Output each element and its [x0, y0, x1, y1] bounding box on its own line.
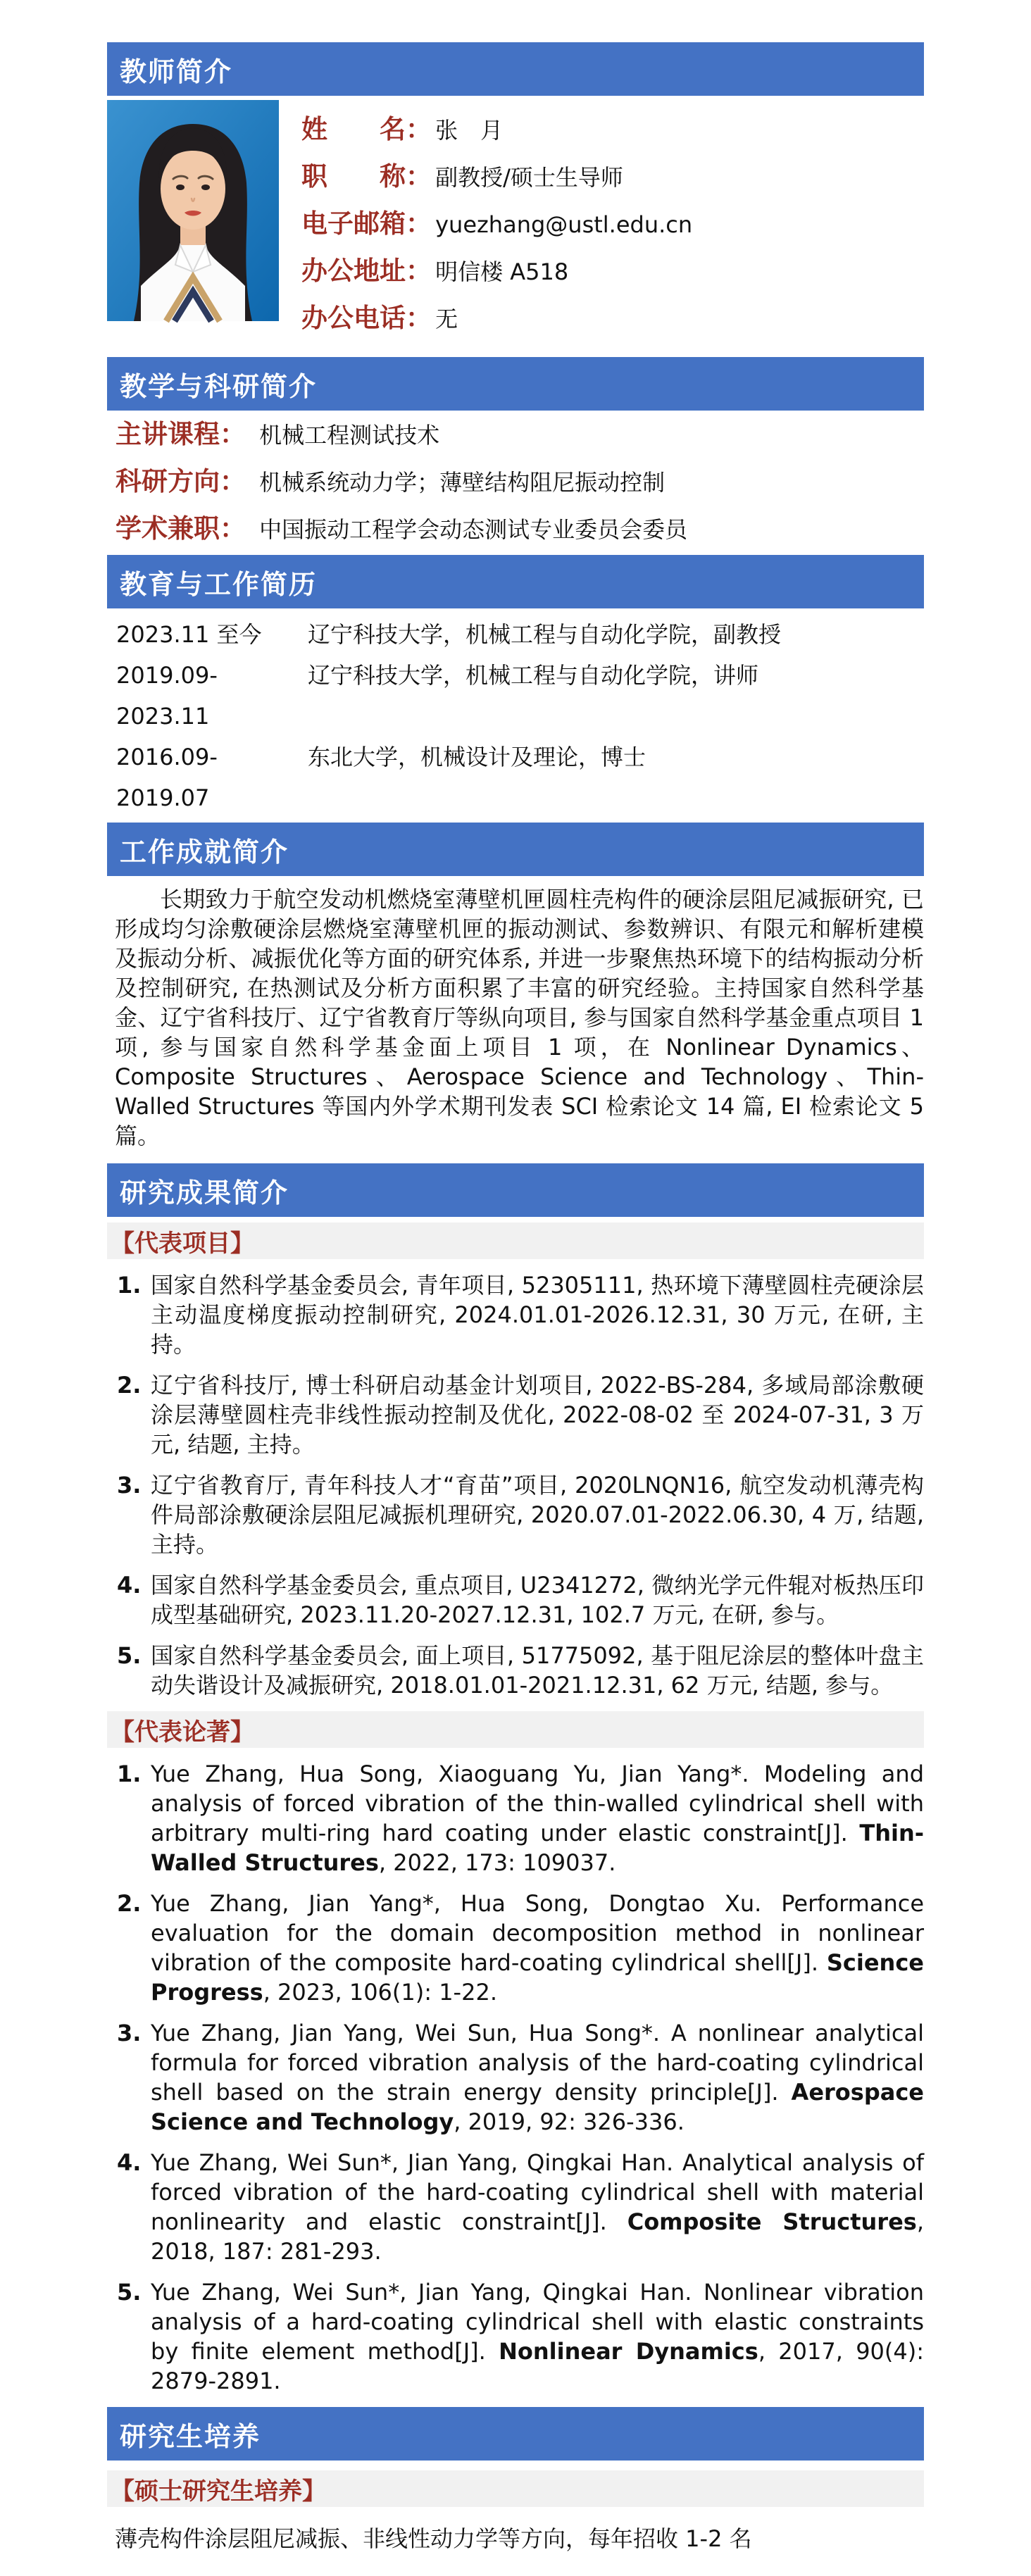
field-label-name: 姓 名：	[301, 114, 432, 144]
teaching-row-courses	[115, 413, 924, 461]
career-row	[116, 737, 924, 818]
subheader-representative-projects	[107, 1223, 924, 1259]
subheader-representative-publications-label: 【代表论著】	[111, 1718, 254, 1746]
publication-journal: Aerospace Science and Technology	[151, 2079, 924, 2135]
career-period: 2019.09-2023.11	[116, 662, 218, 730]
section-title-achievements: 工作成就简介	[120, 836, 289, 868]
field-value-email: yuezhang@ustl.edu.cn	[435, 211, 693, 238]
field-row-office	[301, 250, 924, 297]
publication-item	[107, 2018, 924, 2137]
project-text: 国家自然科学基金委员会, 青年项目, 52305111, 热环境下薄壁圆柱壳硬涂层主动温度梯度振动控制研究, 2024.01.01-2026.12.31, 30 万元, 在研, 主持。	[151, 1272, 924, 1358]
project-number: 2.	[117, 1372, 142, 1399]
project-text: 辽宁省科技厅, 博士科研启动基金计划项目, 2022-BS-284, 多域局部涂敷硬涂层薄壁圆柱壳非线性振动控制及优化, 2022-08-02 至 2024-07-31, 3 万元, 结题, 主持。	[151, 1372, 924, 1458]
teaching-label-courses: 主讲课程：	[115, 419, 246, 449]
field-label-email: 电子邮箱：	[301, 208, 432, 239]
section-band-graduate-training	[107, 2407, 924, 2461]
field-label-title: 职 称：	[301, 161, 432, 192]
achievements-paragraph: 长期致力于航空发动机燃烧室薄壁机匣圆柱壳构件的硬涂层阻尼减振研究, 已形成均匀涂敷硬涂层燃烧室薄壁机匣的振动测试、参数辨识、有限元和解析建模及振动分析、减振优化等方面的研究体系, 并进一步聚焦热环境下的结构振动分析及控制研究, 在热测试及分析方面积累了丰富的研究经验。主持国家自然科学基金、辽宁省科技厅、辽宁省教育厅等纵向项目, 参与国家自然科学基金重点项目 1 项, 参与国家自然科学基金面上项目 1 项，在 Nonlinear Dynamics、Composite Structures、Aerospace Science and Technology、Thin-Walled Structures 等国内外学术期刊发表 SCI 检索论文 14 篇, EI 检索论文 5 篇。	[115, 886, 924, 1149]
profile-fields	[301, 100, 924, 344]
field-label-office: 办公地址：	[301, 256, 432, 286]
teaching-value-courses: 机械工程测试技术	[259, 422, 440, 449]
teaching-row-academic-posts	[115, 508, 924, 555]
field-value-phone: 无	[435, 306, 458, 332]
project-item	[107, 1270, 924, 1359]
teaching-label-academic-posts: 学术兼职：	[115, 513, 246, 544]
project-item	[107, 1370, 924, 1459]
publication-item	[107, 1889, 924, 2007]
career-list	[107, 608, 924, 818]
project-text: 国家自然科学基金委员会, 面上项目, 51775092, 基于阻尼涂层的整体叶盘主动失谐设计及减振研究, 2018.01.01-2021.12.31, 62 万元, 结题, 参与。	[151, 1642, 924, 1699]
project-number: 4.	[117, 1572, 142, 1599]
publication-text-pre: Yue Zhang, Hua Song, Xiaoguang Yu, Jian Yang*. Modeling and analysis of forced vibration of the thin-walled cylindrical shell with arbitrary multi-ring hard coating under elastic constraint[J].	[151, 1761, 924, 1846]
field-row-name	[301, 108, 924, 156]
publication-journal: Nonlinear Dynamics	[499, 2338, 758, 2365]
project-item	[107, 1641, 924, 1700]
subheader-representative-publications	[107, 1711, 924, 1748]
section-title-graduate-training: 研究生培养	[120, 2420, 261, 2452]
publication-journal: Composite Structures	[627, 2208, 917, 2235]
publication-number: 3.	[117, 2020, 142, 2046]
portrait-illustration	[107, 100, 279, 321]
publication-text-post: , 2017, 90(4): 2879-2891.	[151, 2338, 925, 2394]
field-value-name: 张 月	[435, 117, 504, 144]
section-band-research-results	[107, 1163, 924, 1217]
teaching-value-research-direction: 机械系统动力学；薄壁结构阻尼振动控制	[259, 469, 666, 496]
publication-text-pre: Yue Zhang, Jian Yang*, Hua Song, Dongtao Xu. Performance evaluation for the domain decomposition method in nonlinear vibration of the composite hard-coating cylindrical shell[J].	[151, 1890, 924, 1976]
publications-list	[107, 1759, 924, 2396]
subheader-representative-projects-label: 【代表项目】	[111, 1229, 254, 1258]
field-row-phone	[301, 297, 924, 344]
publication-text-pre: Yue Zhang, Wei Sun*, Jian Yang, Qingkai Han. Analytical analysis of forced vibration of the hard-coating cylindrical shell with material nonlinearity and elastic constraint[J].	[151, 2149, 924, 2235]
career-period: 2016.09-2019.07	[116, 744, 218, 811]
content-column	[107, 0, 924, 2576]
publication-item	[107, 2148, 924, 2266]
publication-item	[107, 2277, 924, 2396]
career-desc: 辽宁科技大学，机械工程与自动化学院，副教授	[308, 621, 782, 648]
publication-item	[107, 1759, 924, 1877]
profile-photo	[107, 100, 279, 321]
field-row-email	[301, 203, 924, 250]
section-band-career	[107, 555, 924, 608]
career-row	[116, 614, 924, 655]
publication-journal: Thin-Walled Structures	[151, 1820, 924, 1876]
publication-number: 1.	[117, 1761, 142, 1787]
publication-text-post: , 2023, 106(1): 1-22.	[263, 1979, 497, 2006]
project-number: 3.	[117, 1472, 142, 1499]
section-band-teacher-intro	[107, 42, 924, 96]
section-title-career: 教育与工作简历	[120, 568, 318, 600]
project-item	[107, 1570, 924, 1630]
subheader-master-training-label: 【硕士研究生培养】	[111, 2477, 326, 2506]
publication-text-pre: Yue Zhang, Wei Sun*, Jian Yang, Qingkai Han. Nonlinear vibration analysis of a hard-coating cylindrical shell with elastic constraints by finite element method[J].	[151, 2279, 924, 2365]
project-text: 国家自然科学基金委员会, 重点项目, U2341272, 微纳光学元件辊对板热压印成型基础研究, 2023.11.20-2027.12.31, 102.7 万元, 在研, 参与。	[151, 1572, 924, 1628]
teaching-fields	[107, 411, 924, 555]
publication-number: 2.	[117, 1890, 142, 1917]
field-value-title: 副教授/硕士生导师	[435, 164, 623, 191]
publication-text-post: , 2022, 173: 109037.	[378, 1849, 616, 1876]
publication-number: 4.	[117, 2149, 142, 2176]
publication-text-pre: Yue Zhang, Jian Yang, Wei Sun, Hua Song*. A nonlinear analytical formula for forced vibration analysis of the hard-coating cylindrical shell based on the strain energy density principle[J].	[151, 2020, 924, 2106]
project-number: 5.	[117, 1642, 142, 1669]
graduate-training-note: 薄壳构件涂层阻尼减振、非线性动力学等方向，每年招收 1-2 名	[115, 2525, 752, 2552]
section-title-research-results: 研究成果简介	[120, 1177, 289, 1208]
career-desc: 辽宁科技大学，机械工程与自动化学院，讲师	[308, 662, 759, 689]
publication-text-post: , 2019, 92: 326-336.	[454, 2108, 685, 2135]
career-row	[116, 655, 924, 737]
section-band-teaching-research	[107, 357, 924, 411]
subheader-master-training	[107, 2470, 924, 2507]
project-item	[107, 1470, 924, 1559]
project-text: 辽宁省教育厅, 青年科技人才“育苗”项目, 2020LNQN16, 航空发动机薄壳构件局部涂敷硬涂层阻尼减振机理研究, 2020.07.01-2022.06.30, 4 万, 结题, 主持。	[151, 1472, 924, 1558]
profile-row	[107, 100, 924, 344]
projects-list	[107, 1270, 924, 1700]
publication-text-post: , 2018, 187: 281-293.	[151, 2208, 925, 2265]
section-band-achievements	[107, 823, 924, 876]
field-value-office: 明信楼 A518	[435, 258, 569, 285]
publication-journal: Science Progress	[151, 1949, 924, 2006]
section-title-teacher-intro: 教师简介	[120, 56, 233, 87]
publication-number: 5.	[117, 2279, 142, 2306]
career-period: 2023.11 至今	[116, 621, 262, 648]
section-title-teaching-research: 教学与科研简介	[120, 370, 318, 402]
project-number: 1.	[117, 1272, 142, 1299]
field-row-title	[301, 156, 924, 203]
teaching-value-academic-posts: 中国振动工程学会动态测试专业委员会委员	[259, 516, 688, 543]
teaching-label-research-direction: 科研方向：	[115, 466, 246, 496]
career-desc: 东北大学，机械设计及理论，博士	[308, 744, 646, 770]
field-label-phone: 办公电话：	[301, 303, 432, 333]
teaching-row-research-direction	[115, 461, 924, 508]
